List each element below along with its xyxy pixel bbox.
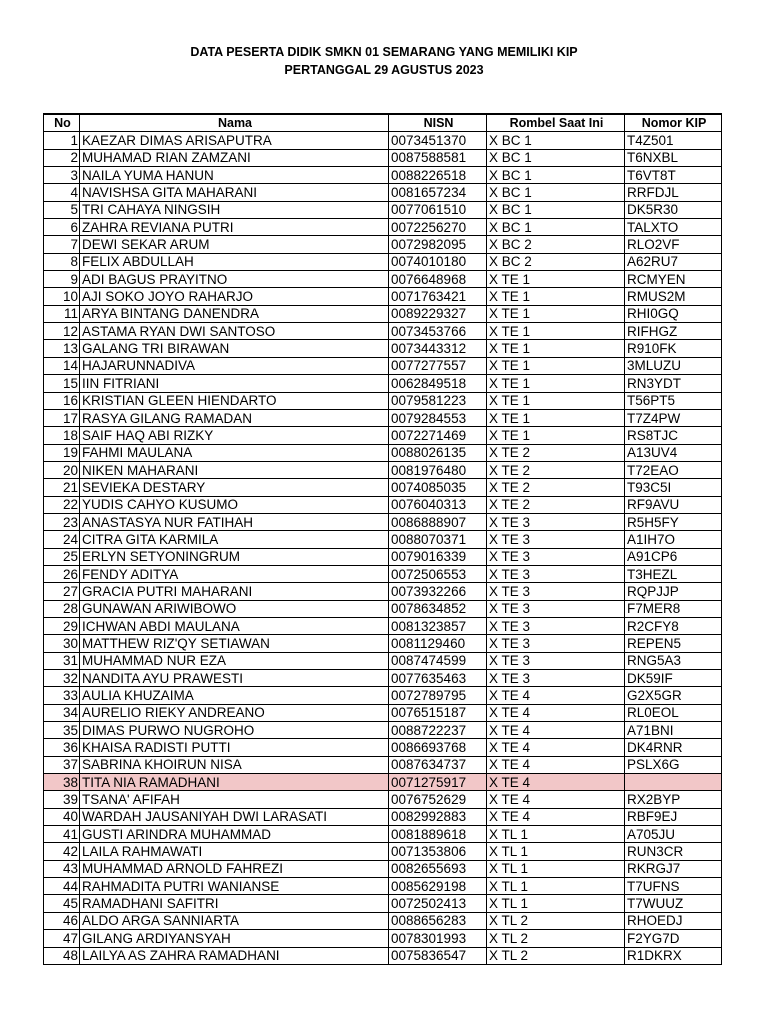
table-row <box>44 843 722 860</box>
cell-nisn: 0086888907 <box>389 513 487 530</box>
table-row <box>44 930 722 947</box>
cell-kip: T93C5I <box>625 479 722 496</box>
cell-nisn: 0072271469 <box>389 427 487 444</box>
cell-rombel: X TL 1 <box>487 895 625 912</box>
cell-nisn: 0082992883 <box>389 808 487 825</box>
cell-no: 12 <box>44 323 80 340</box>
cell-rombel: X TE 1 <box>487 392 625 409</box>
table-body <box>44 132 722 965</box>
cell-nisn: 0076040313 <box>389 496 487 513</box>
cell-nama: LAILA RAHMAWATI <box>80 843 389 860</box>
cell-no: 31 <box>44 652 80 669</box>
table-row <box>44 860 722 877</box>
cell-kip: 3MLUZU <box>625 357 722 374</box>
cell-no: 7 <box>44 236 80 253</box>
cell-nama: DIMAS PURWO NUGROHO <box>80 722 389 739</box>
cell-no: 13 <box>44 340 80 357</box>
table-row <box>44 704 722 721</box>
cell-nama: MUHAMAD RIAN ZAMZANI <box>80 149 389 166</box>
cell-nisn: 0081323857 <box>389 617 487 634</box>
cell-nama: ADI BAGUS PRAYITNO <box>80 271 389 288</box>
cell-kip: T3HEZL <box>625 565 722 582</box>
cell-rombel: X BC 1 <box>487 132 625 149</box>
cell-kip: F7MER8 <box>625 600 722 617</box>
table-row <box>44 271 722 288</box>
cell-kip: T6VT8T <box>625 167 722 184</box>
cell-kip: DK4RNR <box>625 739 722 756</box>
cell-nisn: 0081657234 <box>389 184 487 201</box>
table-row <box>44 583 722 600</box>
table-row <box>44 184 722 201</box>
cell-rombel: X TE 3 <box>487 635 625 652</box>
cell-rombel: X TL 1 <box>487 860 625 877</box>
column-header-kip: Nomor KIP <box>625 114 722 132</box>
cell-kip: A1IH7O <box>625 531 722 548</box>
cell-no: 22 <box>44 496 80 513</box>
cell-nisn: 0081976480 <box>389 461 487 478</box>
cell-nama: AULIA KHUZAIMA <box>80 687 389 704</box>
cell-no: 46 <box>44 912 80 929</box>
cell-no: 33 <box>44 687 80 704</box>
cell-no: 34 <box>44 704 80 721</box>
cell-rombel: X TE 1 <box>487 409 625 426</box>
cell-no: 37 <box>44 756 80 773</box>
table-row <box>44 791 722 808</box>
cell-no: 35 <box>44 722 80 739</box>
cell-kip: RNG5A3 <box>625 652 722 669</box>
cell-no: 23 <box>44 513 80 530</box>
cell-rombel: X TE 1 <box>487 288 625 305</box>
cell-no: 16 <box>44 392 80 409</box>
cell-rombel: X TE 4 <box>487 791 625 808</box>
cell-rombel: X TL 2 <box>487 930 625 947</box>
table-row <box>44 635 722 652</box>
cell-rombel: X TE 3 <box>487 617 625 634</box>
cell-kip: RUN3CR <box>625 843 722 860</box>
cell-kip: T7UFNS <box>625 878 722 895</box>
cell-kip: A13UV4 <box>625 444 722 461</box>
cell-kip: RN3YDT <box>625 375 722 392</box>
cell-rombel: X TE 2 <box>487 461 625 478</box>
cell-nisn: 0081129460 <box>389 635 487 652</box>
cell-rombel: X TL 2 <box>487 947 625 964</box>
cell-nama: MATTHEW RIZ'QY SETIAWAN <box>80 635 389 652</box>
table-row <box>44 357 722 374</box>
cell-kip: RHI0GQ <box>625 305 722 322</box>
cell-kip: R5H5FY <box>625 513 722 530</box>
cell-nisn: 0079284553 <box>389 409 487 426</box>
cell-rombel: X TE 1 <box>487 357 625 374</box>
cell-nama: ANASTASYA NUR FATIHAH <box>80 513 389 530</box>
cell-nama: KRISTIAN GLEEN HIENDARTO <box>80 392 389 409</box>
cell-nama: WARDAH JAUSANIYAH DWI LARASATI <box>80 808 389 825</box>
cell-nisn: 0088070371 <box>389 531 487 548</box>
cell-nisn: 0072789795 <box>389 687 487 704</box>
cell-kip: T4Z501 <box>625 132 722 149</box>
cell-rombel: X TE 4 <box>487 756 625 773</box>
table-row <box>44 808 722 825</box>
cell-no: 24 <box>44 531 80 548</box>
table-row <box>44 548 722 565</box>
column-header-nama: Nama <box>80 114 389 132</box>
cell-nisn: 0062849518 <box>389 375 487 392</box>
cell-kip: RKRGJ7 <box>625 860 722 877</box>
cell-no: 10 <box>44 288 80 305</box>
cell-nama: ZAHRA REVIANA PUTRI <box>80 219 389 236</box>
cell-nisn: 0074010180 <box>389 253 487 270</box>
cell-rombel: X TE 4 <box>487 687 625 704</box>
cell-nama: NAILA YUMA HANUN <box>80 167 389 184</box>
cell-nisn: 0073451370 <box>389 132 487 149</box>
cell-rombel: X TE 3 <box>487 600 625 617</box>
table-row <box>44 565 722 582</box>
cell-no: 18 <box>44 427 80 444</box>
cell-rombel: X TE 1 <box>487 271 625 288</box>
cell-no: 25 <box>44 548 80 565</box>
table-row <box>44 340 722 357</box>
cell-rombel: X BC 1 <box>487 219 625 236</box>
cell-rombel: X TE 2 <box>487 496 625 513</box>
cell-nisn: 0088722237 <box>389 722 487 739</box>
table-row <box>44 375 722 392</box>
cell-nisn: 0077061510 <box>389 201 487 218</box>
cell-no: 15 <box>44 375 80 392</box>
cell-no: 41 <box>44 826 80 843</box>
cell-rombel: X TE 4 <box>487 722 625 739</box>
cell-no: 21 <box>44 479 80 496</box>
cell-nama: ERLYN SETYONINGRUM <box>80 548 389 565</box>
cell-nama: YUDIS CAHYO KUSUMO <box>80 496 389 513</box>
cell-nisn: 0082655693 <box>389 860 487 877</box>
cell-kip: R1DKRX <box>625 947 722 964</box>
cell-no: 19 <box>44 444 80 461</box>
cell-rombel: X TE 4 <box>487 808 625 825</box>
cell-no: 11 <box>44 305 80 322</box>
cell-no: 9 <box>44 271 80 288</box>
cell-nama: ARYA BINTANG DANENDRA <box>80 305 389 322</box>
cell-kip: A705JU <box>625 826 722 843</box>
cell-no: 4 <box>44 184 80 201</box>
cell-rombel: X TE 4 <box>487 739 625 756</box>
cell-rombel: X TL 1 <box>487 843 625 860</box>
cell-kip: T7Z4PW <box>625 409 722 426</box>
cell-kip: RIFHGZ <box>625 323 722 340</box>
cell-no: 14 <box>44 357 80 374</box>
cell-nisn: 0072256270 <box>389 219 487 236</box>
column-header-nisn: NISN <box>389 114 487 132</box>
cell-rombel: X TE 3 <box>487 531 625 548</box>
cell-no: 17 <box>44 409 80 426</box>
kip-student-table <box>43 113 722 965</box>
cell-nama: NIKEN MAHARANI <box>80 461 389 478</box>
cell-kip: RF9AVU <box>625 496 722 513</box>
cell-kip: T7WUUZ <box>625 895 722 912</box>
cell-no: 36 <box>44 739 80 756</box>
cell-nisn: 0087474599 <box>389 652 487 669</box>
cell-nama: FELIX ABDULLAH <box>80 253 389 270</box>
table-row <box>44 947 722 964</box>
cell-no: 44 <box>44 878 80 895</box>
cell-no: 20 <box>44 461 80 478</box>
cell-nama: FAHMI MAULANA <box>80 444 389 461</box>
cell-rombel: X BC 1 <box>487 184 625 201</box>
cell-nama: MUHAMMAD ARNOLD FAHREZI <box>80 860 389 877</box>
cell-nama: GRACIA PUTRI MAHARANI <box>80 583 389 600</box>
cell-no: 6 <box>44 219 80 236</box>
cell-nisn: 0072506553 <box>389 565 487 582</box>
document-subtitle: PERTANGGAL 29 AGUSTUS 2023 <box>284 63 484 77</box>
cell-rombel: X BC 1 <box>487 201 625 218</box>
cell-nisn: 0088656283 <box>389 912 487 929</box>
cell-nisn: 0079581223 <box>389 392 487 409</box>
cell-nisn: 0071275917 <box>389 774 487 791</box>
column-header-no: No <box>44 114 80 132</box>
cell-nisn: 0078634852 <box>389 600 487 617</box>
cell-nama: HAJARUNNADIVA <box>80 357 389 374</box>
cell-nisn: 0077635463 <box>389 670 487 687</box>
cell-nisn: 0087588581 <box>389 149 487 166</box>
cell-rombel: X TL 1 <box>487 878 625 895</box>
cell-kip: R2CFY8 <box>625 617 722 634</box>
table-row <box>44 253 722 270</box>
cell-nisn: 0073453766 <box>389 323 487 340</box>
cell-rombel: X TL 2 <box>487 912 625 929</box>
cell-kip: RMUS2M <box>625 288 722 305</box>
cell-kip: RX2BYP <box>625 791 722 808</box>
cell-nisn: 0078301993 <box>389 930 487 947</box>
cell-rombel: X TE 3 <box>487 583 625 600</box>
cell-nama: GILANG ARDIYANSYAH <box>80 930 389 947</box>
cell-rombel: X TE 3 <box>487 513 625 530</box>
cell-no: 40 <box>44 808 80 825</box>
cell-no: 29 <box>44 617 80 634</box>
cell-nisn: 0088226518 <box>389 167 487 184</box>
cell-kip: DK59IF <box>625 670 722 687</box>
table-row <box>44 167 722 184</box>
table-row <box>44 479 722 496</box>
cell-rombel: X TE 2 <box>487 479 625 496</box>
cell-nama: NAVISHSA GITA MAHARANI <box>80 184 389 201</box>
cell-nama: AURELIO RIEKY ANDREANO <box>80 704 389 721</box>
table-row <box>44 461 722 478</box>
cell-no: 28 <box>44 600 80 617</box>
cell-no: 1 <box>44 132 80 149</box>
cell-rombel: X TE 1 <box>487 427 625 444</box>
cell-kip: A71BNI <box>625 722 722 739</box>
cell-kip: RS8TJC <box>625 427 722 444</box>
cell-no: 3 <box>44 167 80 184</box>
cell-kip <box>625 774 722 791</box>
table-row <box>44 600 722 617</box>
cell-rombel: X TE 3 <box>487 670 625 687</box>
cell-rombel: X BC 1 <box>487 167 625 184</box>
cell-rombel: X TE 3 <box>487 652 625 669</box>
cell-rombel: X TE 4 <box>487 704 625 721</box>
cell-nama: FENDY ADITYA <box>80 565 389 582</box>
cell-rombel: X TE 1 <box>487 305 625 322</box>
cell-nama: TRI CAHAYA NINGSIH <box>80 201 389 218</box>
table-row <box>44 305 722 322</box>
cell-rombel: X TE 4 <box>487 774 625 791</box>
document-title: DATA PESERTA DIDIK SMKN 01 SEMARANG YANG MEMILIKI KIP <box>190 45 578 59</box>
cell-rombel: X TE 2 <box>487 444 625 461</box>
cell-no: 32 <box>44 670 80 687</box>
cell-kip: G2X5GR <box>625 687 722 704</box>
cell-nama: CITRA GITA KARMILA <box>80 531 389 548</box>
cell-no: 48 <box>44 947 80 964</box>
cell-nisn: 0085629198 <box>389 878 487 895</box>
cell-no: 2 <box>44 149 80 166</box>
cell-nisn: 0073932266 <box>389 583 487 600</box>
table-row <box>44 617 722 634</box>
cell-no: 5 <box>44 201 80 218</box>
cell-nama: LAILYA AS ZAHRA RAMADHANI <box>80 947 389 964</box>
table-row <box>44 149 722 166</box>
table-row <box>44 427 722 444</box>
cell-no: 27 <box>44 583 80 600</box>
table-row <box>44 236 722 253</box>
cell-kip: RCMYEN <box>625 271 722 288</box>
cell-no: 39 <box>44 791 80 808</box>
cell-nama: SAIF HAQ ABI RIZKY <box>80 427 389 444</box>
cell-nisn: 0071353806 <box>389 843 487 860</box>
cell-nama: MUHAMMAD NUR EZA <box>80 652 389 669</box>
table-row <box>44 409 722 426</box>
cell-nama: TSANA' AFIFAH <box>80 791 389 808</box>
cell-kip: A91CP6 <box>625 548 722 565</box>
table-row <box>44 323 722 340</box>
cell-nisn: 0077277557 <box>389 357 487 374</box>
cell-nisn: 0076648968 <box>389 271 487 288</box>
cell-kip: T56PT5 <box>625 392 722 409</box>
cell-kip: T72EAO <box>625 461 722 478</box>
table-row <box>44 895 722 912</box>
table-row <box>44 652 722 669</box>
cell-kip: RLO2VF <box>625 236 722 253</box>
cell-kip: R910FK <box>625 340 722 357</box>
cell-nama: IIN FITRIANI <box>80 375 389 392</box>
cell-nisn: 0076752629 <box>389 791 487 808</box>
cell-nama: ICHWAN ABDI MAULANA <box>80 617 389 634</box>
table-row <box>44 670 722 687</box>
cell-kip: RHOEDJ <box>625 912 722 929</box>
cell-nisn: 0071763421 <box>389 288 487 305</box>
cell-kip: DK5R30 <box>625 201 722 218</box>
cell-nama: KHAISA RADISTI PUTTI <box>80 739 389 756</box>
cell-nisn: 0088026135 <box>389 444 487 461</box>
cell-no: 45 <box>44 895 80 912</box>
table-header-row <box>44 114 722 132</box>
column-header-rombel: Rombel Saat Ini <box>487 114 625 132</box>
table-row <box>44 513 722 530</box>
cell-nisn: 0072502413 <box>389 895 487 912</box>
table-row <box>44 531 722 548</box>
cell-nama: KAEZAR DIMAS ARISAPUTRA <box>80 132 389 149</box>
cell-nisn: 0081889618 <box>389 826 487 843</box>
cell-no: 43 <box>44 860 80 877</box>
table-row <box>44 288 722 305</box>
cell-nisn: 0076515187 <box>389 704 487 721</box>
table-row <box>44 201 722 218</box>
cell-kip: T6NXBL <box>625 149 722 166</box>
cell-nama: TITA NIA RAMADHANI <box>80 774 389 791</box>
cell-nama: NANDITA AYU PRAWESTI <box>80 670 389 687</box>
cell-nisn: 0073443312 <box>389 340 487 357</box>
cell-rombel: X BC 1 <box>487 149 625 166</box>
cell-rombel: X BC 2 <box>487 253 625 270</box>
cell-nama: GUNAWAN ARIWIBOWO <box>80 600 389 617</box>
cell-nisn: 0087634737 <box>389 756 487 773</box>
cell-kip: RRFDJL <box>625 184 722 201</box>
cell-rombel: X TL 1 <box>487 826 625 843</box>
cell-rombel: X TE 1 <box>487 340 625 357</box>
cell-nama: RAHMADITA PUTRI WANIANSE <box>80 878 389 895</box>
cell-rombel: X TE 1 <box>487 375 625 392</box>
cell-rombel: X TE 3 <box>487 548 625 565</box>
cell-rombel: X TE 3 <box>487 565 625 582</box>
cell-kip: TALXTO <box>625 219 722 236</box>
table-row <box>44 392 722 409</box>
table-row <box>44 878 722 895</box>
cell-kip: REPEN5 <box>625 635 722 652</box>
cell-nama: DEWI SEKAR ARUM <box>80 236 389 253</box>
table-row <box>44 219 722 236</box>
table-row <box>44 444 722 461</box>
cell-kip: A62RU7 <box>625 253 722 270</box>
cell-no: 8 <box>44 253 80 270</box>
cell-kip: F2YG7D <box>625 930 722 947</box>
cell-kip: RQPJJP <box>625 583 722 600</box>
table-row <box>44 722 722 739</box>
cell-no: 30 <box>44 635 80 652</box>
cell-nisn: 0089229327 <box>389 305 487 322</box>
cell-nisn: 0086693768 <box>389 739 487 756</box>
cell-nisn: 0074085035 <box>389 479 487 496</box>
cell-kip: RBF9EJ <box>625 808 722 825</box>
cell-nisn: 0075836547 <box>389 947 487 964</box>
table-row <box>44 756 722 773</box>
cell-rombel: X TE 1 <box>487 323 625 340</box>
cell-nama: SABRINA KHOIRUN NISA <box>80 756 389 773</box>
table-row <box>44 826 722 843</box>
cell-nama: SEVIEKA DESTARY <box>80 479 389 496</box>
cell-nama: RAMADHANI SAFITRI <box>80 895 389 912</box>
cell-nama: ALDO ARGA SANNIARTA <box>80 912 389 929</box>
cell-nisn: 0079016339 <box>389 548 487 565</box>
table-row <box>44 912 722 929</box>
document-header <box>0 43 768 79</box>
table-row <box>44 132 722 149</box>
cell-no: 42 <box>44 843 80 860</box>
cell-nama: GUSTI ARINDRA MUHAMMAD <box>80 826 389 843</box>
cell-kip: RL0EOL <box>625 704 722 721</box>
table-row <box>44 496 722 513</box>
cell-no: 26 <box>44 565 80 582</box>
cell-nama: AJI SOKO JOYO RAHARJO <box>80 288 389 305</box>
cell-nama: GALANG TRI BIRAWAN <box>80 340 389 357</box>
cell-no: 47 <box>44 930 80 947</box>
cell-nama: ASTAMA RYAN DWI SANTOSO <box>80 323 389 340</box>
table-row <box>44 739 722 756</box>
cell-rombel: X BC 2 <box>487 236 625 253</box>
cell-nisn: 0072982095 <box>389 236 487 253</box>
table-row <box>44 687 722 704</box>
cell-kip: PSLX6G <box>625 756 722 773</box>
cell-nama: RASYA GILANG RAMADAN <box>80 409 389 426</box>
cell-no: 38 <box>44 774 80 791</box>
table-row <box>44 774 722 791</box>
